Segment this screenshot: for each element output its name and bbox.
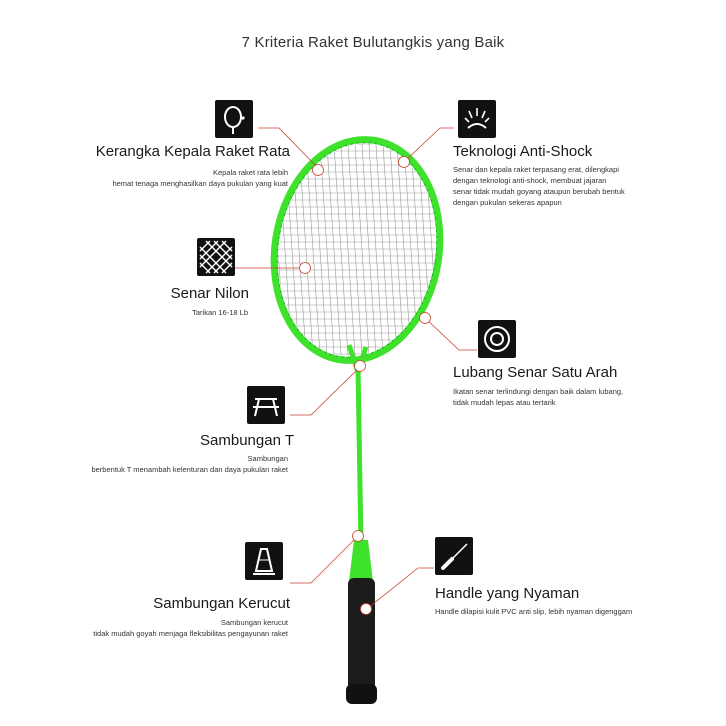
anti-shock-icon <box>458 100 496 138</box>
racket-head-icon <box>215 100 253 138</box>
feature-desc-string: Tarikan 16-18 Lb <box>192 308 248 317</box>
cone-joint-icon <box>245 542 283 580</box>
feature-desc-frame: Kepala raket rata lebih hemat tenaga menghasilkan daya pukulan yang kuat <box>112 168 288 188</box>
racket-shaft <box>358 368 361 545</box>
racket-butt <box>346 684 377 704</box>
feature-heading-anti-shock: Teknologi Anti-Shock <box>453 143 593 160</box>
feature-desc-t-joint: Sambungan berbentuk T menambah kelenturan dan daya pukulan raket <box>91 454 288 474</box>
racket-cone <box>349 540 373 582</box>
feature-heading-string: Senar Nilon <box>170 285 249 302</box>
feature-heading-frame: Kerangka Kepala Raket Rata <box>95 143 290 160</box>
handle-icon <box>435 537 473 575</box>
feature-desc-anti-shock: Senar dan kepala raket terpasang erat, dilengkapi dengan teknologi anti-shock, membuat jajaran senar tidak mudah goyang ataupun berubah bentuk dengan pukulan sekeras apapun <box>453 165 625 207</box>
racket-handle <box>348 578 375 690</box>
feature-desc-cone-joint: Sambungan kerucut tidak mudah goyah menjaga fleksibilitas pengayunan raket <box>93 618 288 638</box>
page-title: 7 Kriteria Raket Bulutangkis yang Baik <box>241 34 505 51</box>
feature-desc-grommet: Ikatan senar terlindungi dengan baik dalam lubang, tidak mudah lepas atau tertarik <box>453 387 624 407</box>
t-joint-icon <box>247 386 285 424</box>
grommet-ring-icon <box>478 320 516 358</box>
racket-strings <box>260 130 461 370</box>
feature-heading-t-joint: Sambungan T <box>200 432 294 449</box>
feature-heading-grommet: Lubang Senar Satu Arah <box>453 364 618 381</box>
feature-heading-handle: Handle yang Nyaman <box>435 585 580 602</box>
feature-desc-handle: Handle dilapisi kulit PVC anti slip, lebih nyaman digenggam <box>435 607 633 616</box>
feature-heading-cone-joint: Sambungan Kerucut <box>153 595 290 612</box>
racket-head-frame <box>259 128 456 373</box>
string-mesh-icon <box>197 238 235 276</box>
